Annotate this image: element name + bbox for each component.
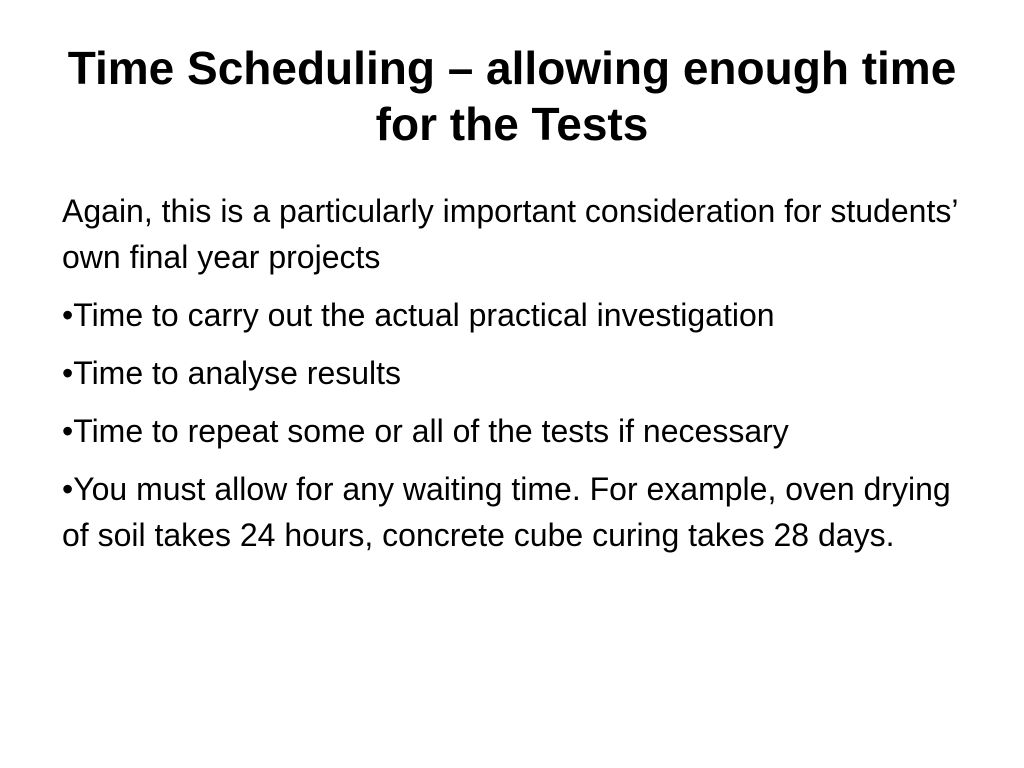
slide-body — [62, 188, 982, 570]
bullet-item: •You must allow for any waiting time. For example, oven drying of soil takes 24 hours, concrete cube curing takes 28 days. — [62, 471, 951, 553]
slide-title: Time Scheduling – allowing enough time for the Tests — [67, 42, 957, 150]
bullet-item: •Time to analyse results — [62, 355, 402, 391]
bullet-item: •Time to repeat some or all of the tests if necessary — [62, 413, 789, 449]
bullet-item: •Time to carry out the actual practical investigation — [62, 297, 775, 333]
intro-paragraph: Again, this is a particularly important consideration for students’ own final year projects — [62, 193, 958, 275]
